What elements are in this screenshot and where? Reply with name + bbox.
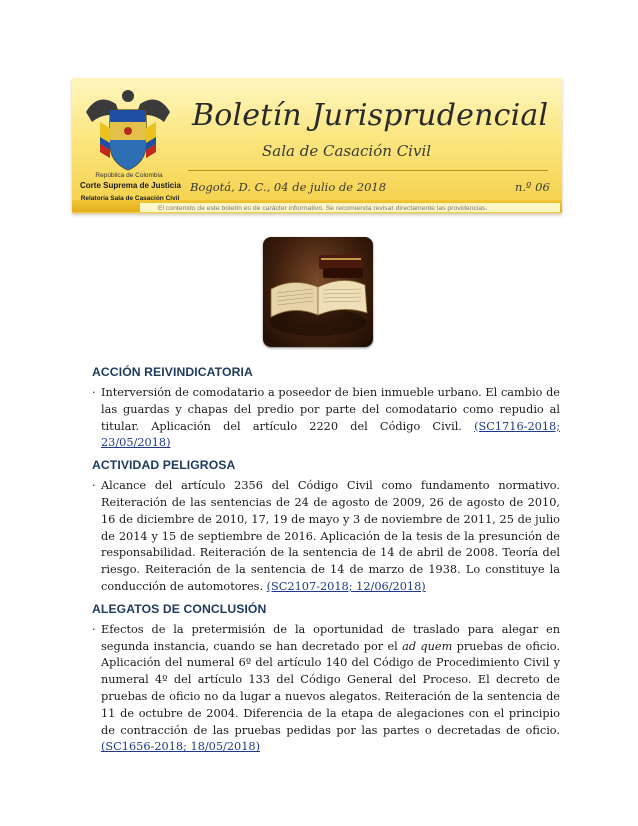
entry-summary: Interversión de comodatario a poseedor de bien inmueble urbano. El cambio de las guardas y chapas del predio por parte del comodatario como repudio al titular. Aplicación del artículo 2220 del Código Civil. [101, 386, 560, 433]
seal-court: Corte Suprema de Justicia [80, 181, 181, 190]
ruling-link[interactable]: (SC1716-2018; 23/05/2018) [101, 419, 561, 450]
section-heading: ACCIÓN REIVINDICATORIA [92, 365, 253, 379]
issue-number: n.º 06 [515, 180, 550, 194]
bulletin-subtitle: Sala de Casación Civil [262, 142, 432, 160]
disclaimer-text: El contenido de este boletín es de carácter informativo. Se recomienda revisar directamente las providencias. [158, 205, 488, 212]
bullet: · [92, 622, 96, 636]
bullet: · [92, 386, 96, 399]
header-divider [188, 170, 548, 171]
section-accion-reivindicatoria [92, 365, 560, 452]
issue-date: Bogotá, D. C., 04 de julio de 2018 [190, 180, 387, 194]
entry-text [101, 622, 560, 756]
entry [92, 622, 560, 756]
ruling-link[interactable]: (SC2107-2018; 12/06/2018) [266, 579, 426, 593]
section-heading: ALEGATOS DE CONCLUSIÓN [92, 601, 267, 616]
entry-text [101, 478, 560, 596]
section-actividad-peligrosa [92, 458, 560, 596]
seal-office: Relatoría Sala de Casación Civil [80, 195, 180, 202]
entry-summary: Alcance del artículo 2356 del Código Civil como fundamento normativo. Reiteración de las sentencias de 24 de agosto de 2009, 26 de agosto de 2010, 16 de diciembre de 2010, 17, 19 de mayo y 3 de noviembre de 2011, 25 de julio de 2014 y 15 de septiembre de 2016. Aplicación de la tesis de la presunción de responsabilidad. Reiteración de la sentencia de 14 de abril de 2008. Teoría del riesgo. Reiteración de la sentencia de 14 de marzo de 1938. Lo constituye la conducción de automotores. [101, 479, 560, 593]
entry-summary-start: Efectos de la pretermisión de la oportunidad de traslado para alegar en segunda instancia, cuando se han decretado por el [101, 622, 560, 653]
law-book-image [263, 237, 373, 347]
section-heading: ACTIVIDAD PELIGROSA [92, 458, 236, 473]
entry-summary-latin: ad quem [402, 639, 453, 653]
seal-country: República de Colombia [95, 172, 163, 179]
entry-text [101, 385, 560, 452]
ruling-link[interactable]: (SC1656-2018; 18/05/2018) [101, 740, 261, 754]
section-alegatos-de-conclusion [92, 602, 560, 756]
bulletin-title: Boletín Jurisprudencial [192, 98, 549, 133]
open-book-icon [263, 237, 373, 347]
entry-summary-end: pruebas de oficio. Aplicación del numeral 6º del artículo 140 del Código de Procedimiento Civil y numeral 4º del artículo 133 del Código General del Proceso. El decreto de pruebas de oficio no da lugar a nuevos alegatos. Reiteración de la sentencia de 11 de octubre de 2004. Diferencia de la etapa de alegaciones con el principio de contracción de las pruebas pedidas por las partes o decretadas de oficio. [101, 639, 561, 737]
entry [92, 385, 560, 452]
entry [92, 478, 560, 596]
bullet: · [92, 479, 96, 493]
bulletin-content [92, 365, 560, 762]
